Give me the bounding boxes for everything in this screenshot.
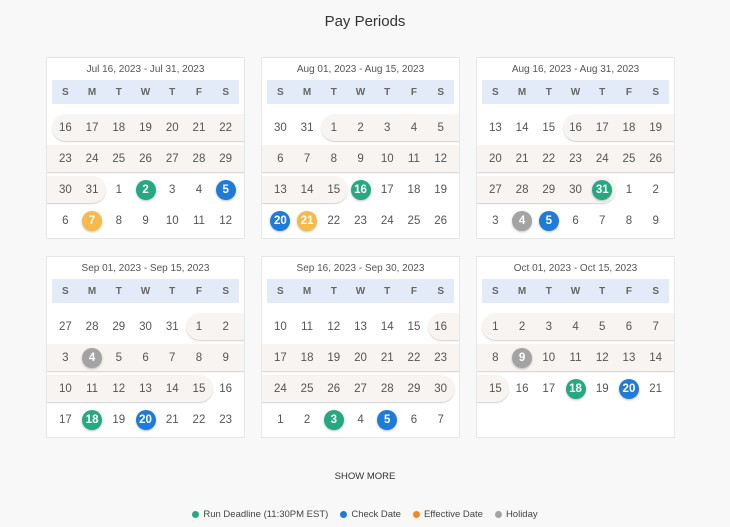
day-cell[interactable]: 12 <box>219 214 233 227</box>
day-cell[interactable]: 1 <box>625 183 633 196</box>
day-cell[interactable]: 22 <box>219 121 233 134</box>
day-cell[interactable]: 22 <box>407 351 421 364</box>
day-cell[interactable]: 12 <box>595 351 609 364</box>
legend-label: Effective Date <box>423 509 483 520</box>
day-cell[interactable]: 9 <box>357 152 364 165</box>
day-cell[interactable] <box>589 174 616 205</box>
week-row <box>47 311 244 342</box>
day-cell[interactable]: 1 <box>492 320 499 333</box>
week-row <box>477 143 674 174</box>
weeks <box>477 311 674 404</box>
run-date-marker: 2 <box>136 180 156 200</box>
effective-date-marker: 7 <box>82 211 102 231</box>
day-cell[interactable]: 13 <box>354 320 367 333</box>
holiday-dot-icon <box>495 511 502 518</box>
day-cell[interactable]: 16 <box>434 320 448 333</box>
day-cell[interactable]: 13 <box>273 183 287 196</box>
weeks <box>47 112 244 236</box>
day-cell[interactable]: 19 <box>327 351 341 364</box>
holiday-date-marker: 4 <box>82 348 102 368</box>
day-cell[interactable]: 30 <box>139 320 152 333</box>
day-cell[interactable]: 14 <box>165 382 179 395</box>
day-cell[interactable]: 25 <box>112 152 126 165</box>
day-cell[interactable]: 22 <box>327 214 341 227</box>
day-cell[interactable]: 17 <box>85 121 99 134</box>
day-cell[interactable] <box>79 205 106 236</box>
day-cell[interactable] <box>535 205 562 236</box>
day-cell[interactable]: 13 <box>139 382 152 395</box>
legend-item-holiday <box>495 509 538 520</box>
day-cell[interactable]: 1 <box>330 121 337 134</box>
day-cell[interactable]: 13 <box>622 351 636 364</box>
day-cell[interactable]: 14 <box>649 351 663 364</box>
day-cell[interactable]: 15 <box>192 382 206 395</box>
pay-period-calendar <box>46 256 245 438</box>
day-cell[interactable]: 5 <box>115 351 122 364</box>
weekday-header <box>482 279 669 303</box>
legend-label: Run Deadline (11:30PM EST) <box>203 509 329 520</box>
weekday-label: S <box>492 285 499 297</box>
day-cell[interactable]: 25 <box>407 214 421 227</box>
weekday-label: W <box>570 285 581 297</box>
weeks <box>262 311 459 435</box>
weekday-label: M <box>87 86 97 98</box>
weekday-label: S <box>437 86 444 98</box>
day-cell[interactable]: 5 <box>599 320 606 333</box>
day-cell[interactable]: 22 <box>192 413 206 426</box>
day-cell[interactable] <box>132 404 159 435</box>
day-cell[interactable]: 28 <box>380 382 394 395</box>
weekday-header <box>482 80 669 104</box>
day-cell[interactable]: 7 <box>169 351 176 364</box>
day-cell[interactable]: 19 <box>434 183 448 196</box>
weekday-label: S <box>437 285 444 297</box>
day-cell[interactable]: 19 <box>595 382 609 395</box>
day-cell[interactable]: 16 <box>515 382 529 395</box>
day-cell[interactable]: 25 <box>622 152 636 165</box>
week-row <box>47 373 244 404</box>
week-row <box>262 404 459 435</box>
run-date-marker: 31 <box>592 180 612 200</box>
day-cell[interactable]: 17 <box>380 183 394 196</box>
check-dot-icon <box>340 511 347 518</box>
week-row <box>262 373 459 404</box>
day-cell[interactable]: 3 <box>492 214 499 227</box>
weekday-label: T <box>169 86 176 98</box>
weekday-label: S <box>652 86 659 98</box>
run-date-marker: 16 <box>351 180 371 200</box>
day-cell[interactable]: 26 <box>327 382 341 395</box>
day-cell[interactable]: 31 <box>165 320 179 333</box>
weekday-label: T <box>169 285 176 297</box>
day-cell[interactable]: 25 <box>300 382 314 395</box>
day-cell[interactable]: 8 <box>195 351 203 364</box>
day-cell[interactable] <box>212 174 239 205</box>
weekday-label: W <box>355 285 366 297</box>
week-row <box>477 205 674 236</box>
day-cell[interactable]: 19 <box>649 121 663 134</box>
day-cell[interactable]: 10 <box>380 152 394 165</box>
day-cell[interactable]: 23 <box>58 152 72 165</box>
effective-date-marker: 21 <box>297 211 317 231</box>
weekday-label: M <box>517 86 527 98</box>
calendar-title: Sep 16, 2023 - Sep 30, 2023 <box>296 263 425 274</box>
weekday-label: S <box>492 86 499 98</box>
day-cell[interactable]: 2 <box>357 121 364 134</box>
day-cell[interactable]: 30 <box>569 183 582 196</box>
calendar-title: Sep 01, 2023 - Sep 15, 2023 <box>81 263 210 274</box>
day-cell[interactable]: 6 <box>572 214 579 227</box>
week-row <box>47 174 244 205</box>
day-cell[interactable]: 6 <box>142 351 149 364</box>
weekday-label: M <box>87 285 97 297</box>
day-cell[interactable]: 11 <box>407 152 420 165</box>
week-row <box>262 143 459 174</box>
weekday-label: T <box>115 86 122 98</box>
day-cell[interactable]: 11 <box>86 382 99 395</box>
week-row <box>477 373 674 404</box>
day-cell[interactable]: 8 <box>492 351 499 364</box>
week-row <box>262 205 459 236</box>
weekday-label: M <box>517 285 527 297</box>
day-cell[interactable] <box>267 205 294 236</box>
day-cell[interactable]: 4 <box>410 121 418 134</box>
day-cell[interactable]: 16 <box>58 121 72 134</box>
week-row <box>47 112 244 143</box>
day-cell[interactable]: 30 <box>434 382 448 395</box>
day-cell[interactable]: 16 <box>219 382 233 395</box>
day-cell[interactable]: 9 <box>652 214 659 227</box>
calendar-title: Jul 16, 2023 - Jul 31, 2023 <box>86 64 205 75</box>
calendar-title: Aug 01, 2023 - Aug 15, 2023 <box>296 64 425 75</box>
weekday-label: F <box>625 285 632 297</box>
pay-period-calendar <box>476 57 675 239</box>
page-title: Pay Periods <box>324 13 406 30</box>
run-date-marker: 18 <box>82 410 102 430</box>
day-cell[interactable]: 1 <box>115 183 122 196</box>
day-cell[interactable]: 21 <box>165 413 179 426</box>
check-date-marker: 20 <box>270 211 290 231</box>
weekday-label: W <box>140 285 151 297</box>
day-cell[interactable]: 17 <box>542 382 556 395</box>
holiday-date-marker: 9 <box>512 348 532 368</box>
day-cell[interactable]: 24 <box>595 152 609 165</box>
day-cell[interactable]: 5 <box>437 121 444 134</box>
day-cell[interactable]: 17 <box>273 351 287 364</box>
day-cell[interactable]: 16 <box>569 121 582 134</box>
day-cell[interactable] <box>294 205 321 236</box>
day-cell[interactable]: 4 <box>357 413 364 426</box>
pay-period-calendar <box>261 256 460 438</box>
day-cell[interactable]: 17 <box>595 121 609 134</box>
week-row <box>477 174 674 205</box>
day-cell[interactable] <box>616 373 643 404</box>
weekday-label: F <box>410 86 417 98</box>
day-cell[interactable]: 22 <box>542 152 556 165</box>
day-cell[interactable]: 28 <box>515 183 529 196</box>
day-cell[interactable] <box>509 205 536 236</box>
weekday-label: T <box>599 285 606 297</box>
day-cell[interactable]: 8 <box>330 152 337 165</box>
run-date-marker: 3 <box>324 410 344 430</box>
day-cell[interactable] <box>509 342 536 373</box>
week-row <box>47 342 244 373</box>
day-cell[interactable]: 20 <box>488 152 502 165</box>
day-cell[interactable]: 24 <box>85 152 99 165</box>
day-cell[interactable]: 7 <box>303 152 311 165</box>
day-cell[interactable]: 15 <box>407 320 421 333</box>
day-cell[interactable]: 9 <box>222 351 229 364</box>
day-cell[interactable]: 18 <box>622 121 636 134</box>
weekday-label: W <box>570 86 581 98</box>
day-cell[interactable] <box>79 404 106 435</box>
day-cell[interactable]: 18 <box>300 351 314 364</box>
weekday-label: S <box>222 86 229 98</box>
weekday-label: T <box>330 285 337 297</box>
day-cell[interactable]: 27 <box>354 382 367 395</box>
day-cell[interactable]: 23 <box>434 351 448 364</box>
day-cell[interactable]: 30 <box>58 183 72 196</box>
day-cell[interactable]: 29 <box>112 320 126 333</box>
day-cell[interactable]: 21 <box>380 351 394 364</box>
weekday-header <box>52 279 239 303</box>
day-cell[interactable]: 29 <box>407 382 421 395</box>
day-cell[interactable]: 3 <box>545 320 552 333</box>
day-cell[interactable]: 23 <box>569 152 582 165</box>
day-cell[interactable]: 10 <box>165 214 179 227</box>
week-row <box>477 342 674 373</box>
day-cell[interactable]: 13 <box>488 121 502 134</box>
day-cell[interactable]: 2 <box>222 320 229 333</box>
effective_legend-dot-icon <box>413 511 420 518</box>
day-cell[interactable]: 31 <box>300 121 314 134</box>
legend-item-check <box>340 509 401 520</box>
day-cell[interactable]: 24 <box>273 382 287 395</box>
day-cell[interactable]: 20 <box>165 121 179 134</box>
weekday-label: S <box>62 285 69 297</box>
day-cell[interactable]: 18 <box>407 183 421 196</box>
weekday-label: T <box>545 86 552 98</box>
day-cell[interactable]: 3 <box>169 183 176 196</box>
legend-item-effective_legend <box>413 509 483 520</box>
weekday-label: S <box>652 285 659 297</box>
day-cell[interactable]: 3 <box>384 121 391 134</box>
day-cell[interactable]: 8 <box>625 214 633 227</box>
day-cell[interactable] <box>562 373 589 404</box>
day-cell[interactable]: 21 <box>192 121 206 134</box>
weekday-label: S <box>277 285 284 297</box>
day-cell[interactable] <box>132 174 159 205</box>
day-cell[interactable]: 20 <box>354 351 367 364</box>
day-cell[interactable]: 3 <box>62 351 69 364</box>
week-row <box>262 174 459 205</box>
week-row <box>262 342 459 373</box>
day-cell[interactable]: 4 <box>195 183 203 196</box>
check-date-marker: 5 <box>539 211 559 231</box>
day-cell[interactable]: 7 <box>652 320 659 333</box>
weekday-label: S <box>62 86 69 98</box>
day-cell[interactable]: 10 <box>58 382 72 395</box>
day-cell[interactable]: 2 <box>652 183 659 196</box>
show-more-button[interactable]: SHOW MORE <box>334 471 396 482</box>
day-cell[interactable]: 26 <box>649 152 663 165</box>
week-row <box>477 311 674 342</box>
run-date-marker: 18 <box>566 379 586 399</box>
calendar-grid <box>46 57 675 438</box>
day-cell[interactable]: 12 <box>327 320 341 333</box>
weekday-label: W <box>355 86 366 98</box>
day-cell[interactable]: 6 <box>625 320 633 333</box>
day-cell[interactable]: 1 <box>195 320 203 333</box>
calendar-title: Oct 01, 2023 - Oct 15, 2023 <box>513 263 638 274</box>
day-cell[interactable]: 9 <box>142 214 149 227</box>
week-row <box>477 112 674 143</box>
day-cell[interactable]: 7 <box>437 413 444 426</box>
day-cell[interactable]: 28 <box>85 320 99 333</box>
day-cell[interactable]: 27 <box>488 183 502 196</box>
check-date-marker: 5 <box>216 180 236 200</box>
weekday-label: T <box>545 285 552 297</box>
day-cell[interactable]: 19 <box>112 413 126 426</box>
pay-period-calendar <box>46 57 245 239</box>
day-cell[interactable] <box>320 404 347 435</box>
day-cell[interactable]: 12 <box>434 152 448 165</box>
legend <box>0 509 730 520</box>
calendar-title: Aug 16, 2023 - Aug 31, 2023 <box>511 64 640 75</box>
weekday-label: W <box>140 86 151 98</box>
weekday-label: T <box>384 86 391 98</box>
weekday-header <box>267 279 454 303</box>
day-cell[interactable]: 26 <box>139 152 152 165</box>
check-date-marker: 5 <box>377 410 397 430</box>
day-cell[interactable]: 10 <box>542 351 556 364</box>
pay-period-calendar <box>476 256 675 438</box>
legend-label: Holiday <box>505 509 538 520</box>
day-cell[interactable]: 12 <box>112 382 126 395</box>
day-cell[interactable]: 28 <box>192 152 206 165</box>
day-cell[interactable]: 24 <box>380 214 394 227</box>
weekday-label: F <box>195 285 202 297</box>
weeks <box>262 112 459 236</box>
day-cell[interactable]: 30 <box>273 121 287 134</box>
day-cell[interactable]: 15 <box>542 121 556 134</box>
day-cell[interactable]: 8 <box>115 214 122 227</box>
week-row <box>262 112 459 143</box>
week-row <box>47 143 244 174</box>
weekday-label: T <box>599 86 606 98</box>
check-date-marker: 20 <box>619 379 639 399</box>
day-cell[interactable]: 21 <box>649 382 663 395</box>
day-cell[interactable]: 14 <box>380 320 394 333</box>
day-cell[interactable]: 6 <box>277 152 284 165</box>
day-cell[interactable]: 31 <box>85 183 99 196</box>
day-cell[interactable]: 11 <box>192 214 205 227</box>
day-cell[interactable]: 27 <box>58 320 72 333</box>
day-cell[interactable]: 14 <box>300 183 314 196</box>
day-cell[interactable]: 21 <box>515 152 529 165</box>
day-cell[interactable]: 11 <box>301 320 314 333</box>
week-row <box>262 311 459 342</box>
week-row <box>47 205 244 236</box>
weekday-label: T <box>330 86 337 98</box>
week-row <box>47 404 244 435</box>
weekday-label: S <box>222 285 229 297</box>
holiday-date-marker: 4 <box>512 211 532 231</box>
day-cell[interactable] <box>347 174 374 205</box>
day-cell[interactable]: 1 <box>277 413 284 426</box>
legend-label: Check Date <box>351 509 401 520</box>
weekday-label: S <box>277 86 284 98</box>
day-cell[interactable]: 4 <box>572 320 579 333</box>
day-cell[interactable]: 29 <box>542 183 556 196</box>
day-cell[interactable]: 19 <box>139 121 152 134</box>
run-dot-icon <box>192 511 199 518</box>
day-cell[interactable]: 18 <box>112 121 126 134</box>
day-cell[interactable]: 2 <box>303 413 311 426</box>
weekday-label: M <box>302 285 312 297</box>
day-cell[interactable] <box>374 404 401 435</box>
day-cell[interactable] <box>79 342 106 373</box>
day-cell[interactable]: 23 <box>354 214 367 227</box>
day-cell[interactable]: 15 <box>327 183 341 196</box>
day-cell[interactable]: 27 <box>165 152 179 165</box>
day-cell[interactable]: 14 <box>515 121 529 134</box>
check-date-marker: 20 <box>136 410 156 430</box>
weeks <box>477 112 674 236</box>
weekday-label: M <box>302 86 312 98</box>
weekday-label: F <box>625 86 632 98</box>
weekday-header <box>267 80 454 104</box>
day-cell[interactable]: 11 <box>569 351 582 364</box>
day-cell[interactable]: 6 <box>410 413 418 426</box>
weeks <box>47 311 244 435</box>
day-cell[interactable]: 26 <box>434 214 448 227</box>
day-cell[interactable]: 6 <box>62 214 69 227</box>
day-cell[interactable]: 15 <box>488 382 502 395</box>
day-cell[interactable]: 7 <box>599 214 606 227</box>
weekday-label: F <box>195 86 202 98</box>
day-cell[interactable]: 2 <box>518 320 526 333</box>
legend-item-run <box>192 509 328 520</box>
day-cell[interactable]: 10 <box>273 320 287 333</box>
weekday-label: T <box>384 285 391 297</box>
weekday-label: F <box>410 285 417 297</box>
day-cell[interactable]: 29 <box>219 152 233 165</box>
day-cell[interactable]: 23 <box>219 413 233 426</box>
day-cell[interactable]: 17 <box>58 413 72 426</box>
weekday-header <box>52 80 239 104</box>
pay-period-calendar <box>261 57 460 239</box>
weekday-label: T <box>115 285 122 297</box>
